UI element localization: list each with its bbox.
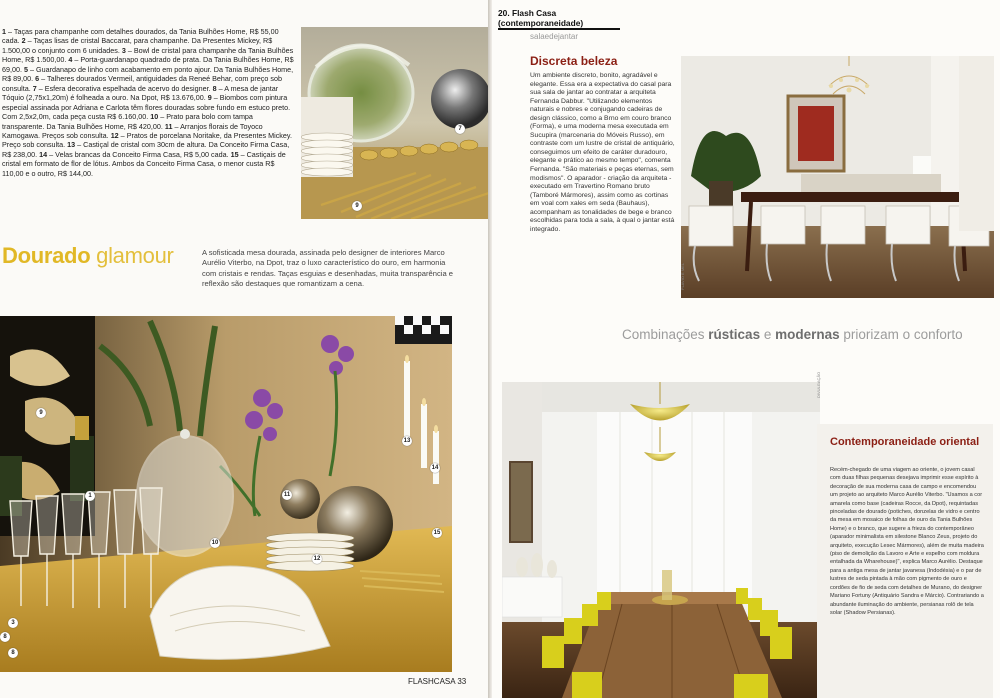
photo-number-badge: 7 xyxy=(455,124,465,134)
golden-table-photo xyxy=(0,316,452,672)
caption-text: A mesa de jantar Tóquio (2,75x1,20m) é folheada a ouro. Na Dpot, R$ 13.676,00. xyxy=(2,83,279,103)
caption-number: 11 xyxy=(164,121,173,131)
caption-number: 3 xyxy=(121,45,126,55)
modern-dining-illustration xyxy=(681,56,994,298)
photo-number-badge: 11 xyxy=(283,492,291,498)
tagline-part: Combinações xyxy=(622,327,709,342)
caption-number: 2 xyxy=(21,36,26,46)
photo-number-badge: 12 xyxy=(313,556,321,562)
captions-paragraph: 1 – Taças para champanhe com detalhes dourados, da Tania Bulhões Home, R$ 55,00 cada. 2 – Taças lisas de cristal Baccarat, para champanhe. Da Presentes Mickey, R$ 1.500,00 o conjunto com 6 unidades. 3 – Bowl de cristal para champanhe da Tania Bulhões Home, R$ 1.500,00. 4 – Porta-guardanapo quadrado de prata. Da Tania Bulhões Home, R$ 69,00. 5 – Guardanapo de linho com acabamento em ponto ajour. Da Tania Bulhões Home, R$ 89,00. 6 – Talheres dourados Vermeil, antiguidades da Reneé Behar, com preço sob consulta. 7 – Esfera decorativa espelhada de acervo do designer. 8 – A mesa de jantar Tóquio (2,75x1,20m) é folheada a ouro. Na Dpot, R$ 13.676,00. 9 – Biombos com pintura especial assinada por Adriana e Carlota têm flores douradas sobre fundo em estuco preto. Com 2,5x2,0m, cada peça custa R$ 6.160,00. 10 – Prato para bolo com tampa transparente. Da Tania Bulhões Home, R$ 420,00. 11 – Arranjos florais de Toyoco Kamogawa. Preços sob consulta. 12 – Pratos de porcelana Noritake, da Presentes Mickey. Preço sob consulta. 13 – Castiçal de cristal com 30cm de altura. Da Conceito Firma Casa, R$ 238,00. 14 – Velas brancas da Conceito Firma Casa, R$ 5,00 cada. 15 – Castiçais de cristal em formato de flor de lótus. Ambos da Conceito Firma Casa, o menor custa R$ 110,00 e o outro, R$ 144,00. xyxy=(2,27,294,178)
caption-text: Velas brancas da Conceito Firma Casa, R$ 5,00 cada. xyxy=(55,149,229,159)
tagline-emphasis: modernas xyxy=(775,327,840,342)
caption-number: 1 xyxy=(2,27,6,36)
caption-text: Taças lisas de cristal Baccarat, para champanhe. Da Presentes Mickey, R$ 1.500,00 o conjunto com 6 unidades. xyxy=(2,36,273,55)
photo-credit: FLAVIO E MEL xyxy=(680,262,685,290)
oriental-dining-photo xyxy=(502,382,820,698)
caption-text: Talheres dourados Vermeil, antiguidades da Reneé Behar, com preço sob consulta. xyxy=(2,74,282,93)
headline-light: glamour xyxy=(96,243,174,268)
tagline-part: e xyxy=(760,327,776,342)
caption-number: 14 xyxy=(39,149,48,159)
section-header xyxy=(498,9,618,28)
section-title-discreta: Discreta beleza xyxy=(530,54,618,68)
caption-text: Guardanapo de linho com acabamento em ponto ajour. Da Tania Bulhões Home, R$ 89,00. xyxy=(2,64,294,84)
photo-number-badge: 13 xyxy=(403,438,411,444)
caption-number: 12 xyxy=(110,130,119,140)
photo-number-badge: 9 xyxy=(352,201,362,211)
caption-text: Taças para champanhe com detalhes dourados, da Tania Bulhões Home, R$ 55,00 cada. xyxy=(2,27,279,46)
golden-table-illustration xyxy=(0,316,452,672)
section-title-oriental: Contemporaneidade oriental xyxy=(830,436,980,448)
photo-number-badge: 3 xyxy=(8,618,18,628)
section-body-oriental: Recém-chegado de uma viagem ao oriente, o jovem casal com duas filhas pequenas desejava imprimir esse espírito à decoração de sua moderna casa de campo e encomendou um projeto ao arquiteto Marco Aurélio Viterbo. "Usamos a cor amarela como base (cadeiras Rocce, da Dpot), requintadas pinceladas de dourado (potiches, donzelas de vidro e centro da mesa em mosaico de folhas de ouro da Tania Bulhões Home) e o branco, que sugere a frieza do contemporâneo (aparador minimalista em silestone Blanco Zeus, projeto do arquiteto, execução Lesec Mármores), além de muita madeira (piso de demolição da Lavoro e Arte e espelho com moldura entalhada da Wharehouse)", explica Marco Aurélio. Destaque para a antiga mesa de jantar javanesa (Indodésia) e o par de lustres de seda pintada à mão com pigmento de ouro e cordões de fio de seda com detalhes de Murano, do designer Mariano Fortuny (Antiquário Sandra e Márcio). Contrariando a abundante iluminação do ambiente, persianas rolô de tela solar (Shadow Persianas). xyxy=(830,467,984,616)
caption-text: Biombos com pintura especial assinada por Adriana e Carlota têm flores douradas sobre fundo em estuco preto. Com 2,5x2,0m, cada peça custa R$ 6.160,00. xyxy=(2,93,291,122)
caption-number: 5 xyxy=(23,64,28,74)
caption-number: 4 xyxy=(68,55,73,65)
left-magazine-page xyxy=(0,0,490,698)
tagline-emphasis: rústicas xyxy=(708,327,761,342)
intro-paragraph: A sofisticada mesa dourada, assinada pelo designer de interiores Marco Aurélio Viterbo, na Dpot, traz o luxo característico do ouro, em harmonia com cristais e rendas. Taças esguias e desenhadas, muita transparência e reflexão são destaques que romantizam a cena. xyxy=(202,248,454,288)
caption-text: Porta-guardanapo quadrado de prata. Da Tania Bulhões Home, R$ 69,00. xyxy=(2,55,294,74)
caption-text: Esfera decorativa espelhada de acervo do designer. xyxy=(44,83,211,93)
photo-number-badge: 8 xyxy=(8,648,18,658)
photo-number-badge: 14 xyxy=(431,465,439,471)
headline-bold: Dourado xyxy=(2,243,91,268)
caption-number: 8 xyxy=(212,83,217,93)
caption-number: 7 xyxy=(32,83,37,93)
caption-number: 6 xyxy=(35,74,40,84)
caption-text: Castiçal de cristal com 30cm de altura. Da Conceito Firma Casa, R$ 238,00. xyxy=(2,140,290,159)
photo-number-badge: 10 xyxy=(211,540,219,546)
header-ghost-text: salaedejantar xyxy=(530,32,579,41)
caption-text: Prato para bolo com tampa transparente. Da Tania Bulhões Home, R$ 420,00. xyxy=(2,112,253,131)
section-body-discreta: Um ambiente discreto, bonito, agradável e elegante. Essa era a expectativa do casal para sua sala de jantar ao contratar a arquiteta Fernanda Dabbur. "Utilizando elementos naturais e nobres e conjugando cadeiras de design clássico, como a Brno em couro branco (Forma), e uma moderna mesa executada em Sucupira (marcenaria do Móveis Russo), em contraste com um lustre de cristal de antiquário, conseguimos um efeito de caráter duradouro, elegante e prático ao mesmo tempo", comenta Fernanda. "São materiais e peças eternas, sem modismos". O aparador - criação da arquiteta - executado em Travertino Romano bruto (Tamboré Mármores), assim como as cortinas em voal com xales em seda (Bauhaus), acompanham as tonalidades de bege e branco escolhidas para toda a sala, à qual o jantar está integrado. xyxy=(530,72,675,233)
captions-column xyxy=(2,27,297,178)
photo-number-badge: 1 xyxy=(85,491,95,501)
tableware-illustration xyxy=(301,27,489,219)
caption-text: Arranjos florais de Toyoco Kamogawa. Preços sob consulta. xyxy=(2,121,263,140)
caption-text: Bowl de cristal para champanhe da Tania Bulhões Home, R$ 1.500,00. xyxy=(2,45,294,65)
caption-number: 13 xyxy=(67,140,76,150)
modern-dining-photo xyxy=(681,56,994,298)
page-folio: FLASHCASA 33 xyxy=(408,677,467,686)
oriental-dining-illustration xyxy=(502,382,820,698)
header-rule xyxy=(498,28,620,30)
caption-number: 15 xyxy=(230,149,239,159)
photo-number-badge: 9 xyxy=(36,408,46,418)
photo-number-badge: 15 xyxy=(433,530,441,536)
section-tagline xyxy=(622,327,963,342)
page-headline xyxy=(2,243,174,269)
tableware-photo xyxy=(301,27,489,219)
header-line-1: 20. Flash Casa xyxy=(498,8,557,18)
caption-text: Pratos de porcelana Noritake, da Presentes Mickey. Preço sob consulta. xyxy=(2,130,292,150)
photo-number-badge: 8 xyxy=(0,632,10,642)
tagline-part: priorizam o conforto xyxy=(839,327,963,342)
photo-credit: DIVULGAÇÃO xyxy=(816,371,821,398)
header-line-2: (contemporaneidade) xyxy=(498,17,584,28)
caption-text: Castiçais de cristal em formato de flor de lótus. Ambos da Conceito Firma Casa, o menor custa R$ 110,00 e o outro, R$ 144,00. xyxy=(2,149,286,178)
caption-number: 10 xyxy=(150,112,159,122)
caption-number: 9 xyxy=(207,93,212,103)
